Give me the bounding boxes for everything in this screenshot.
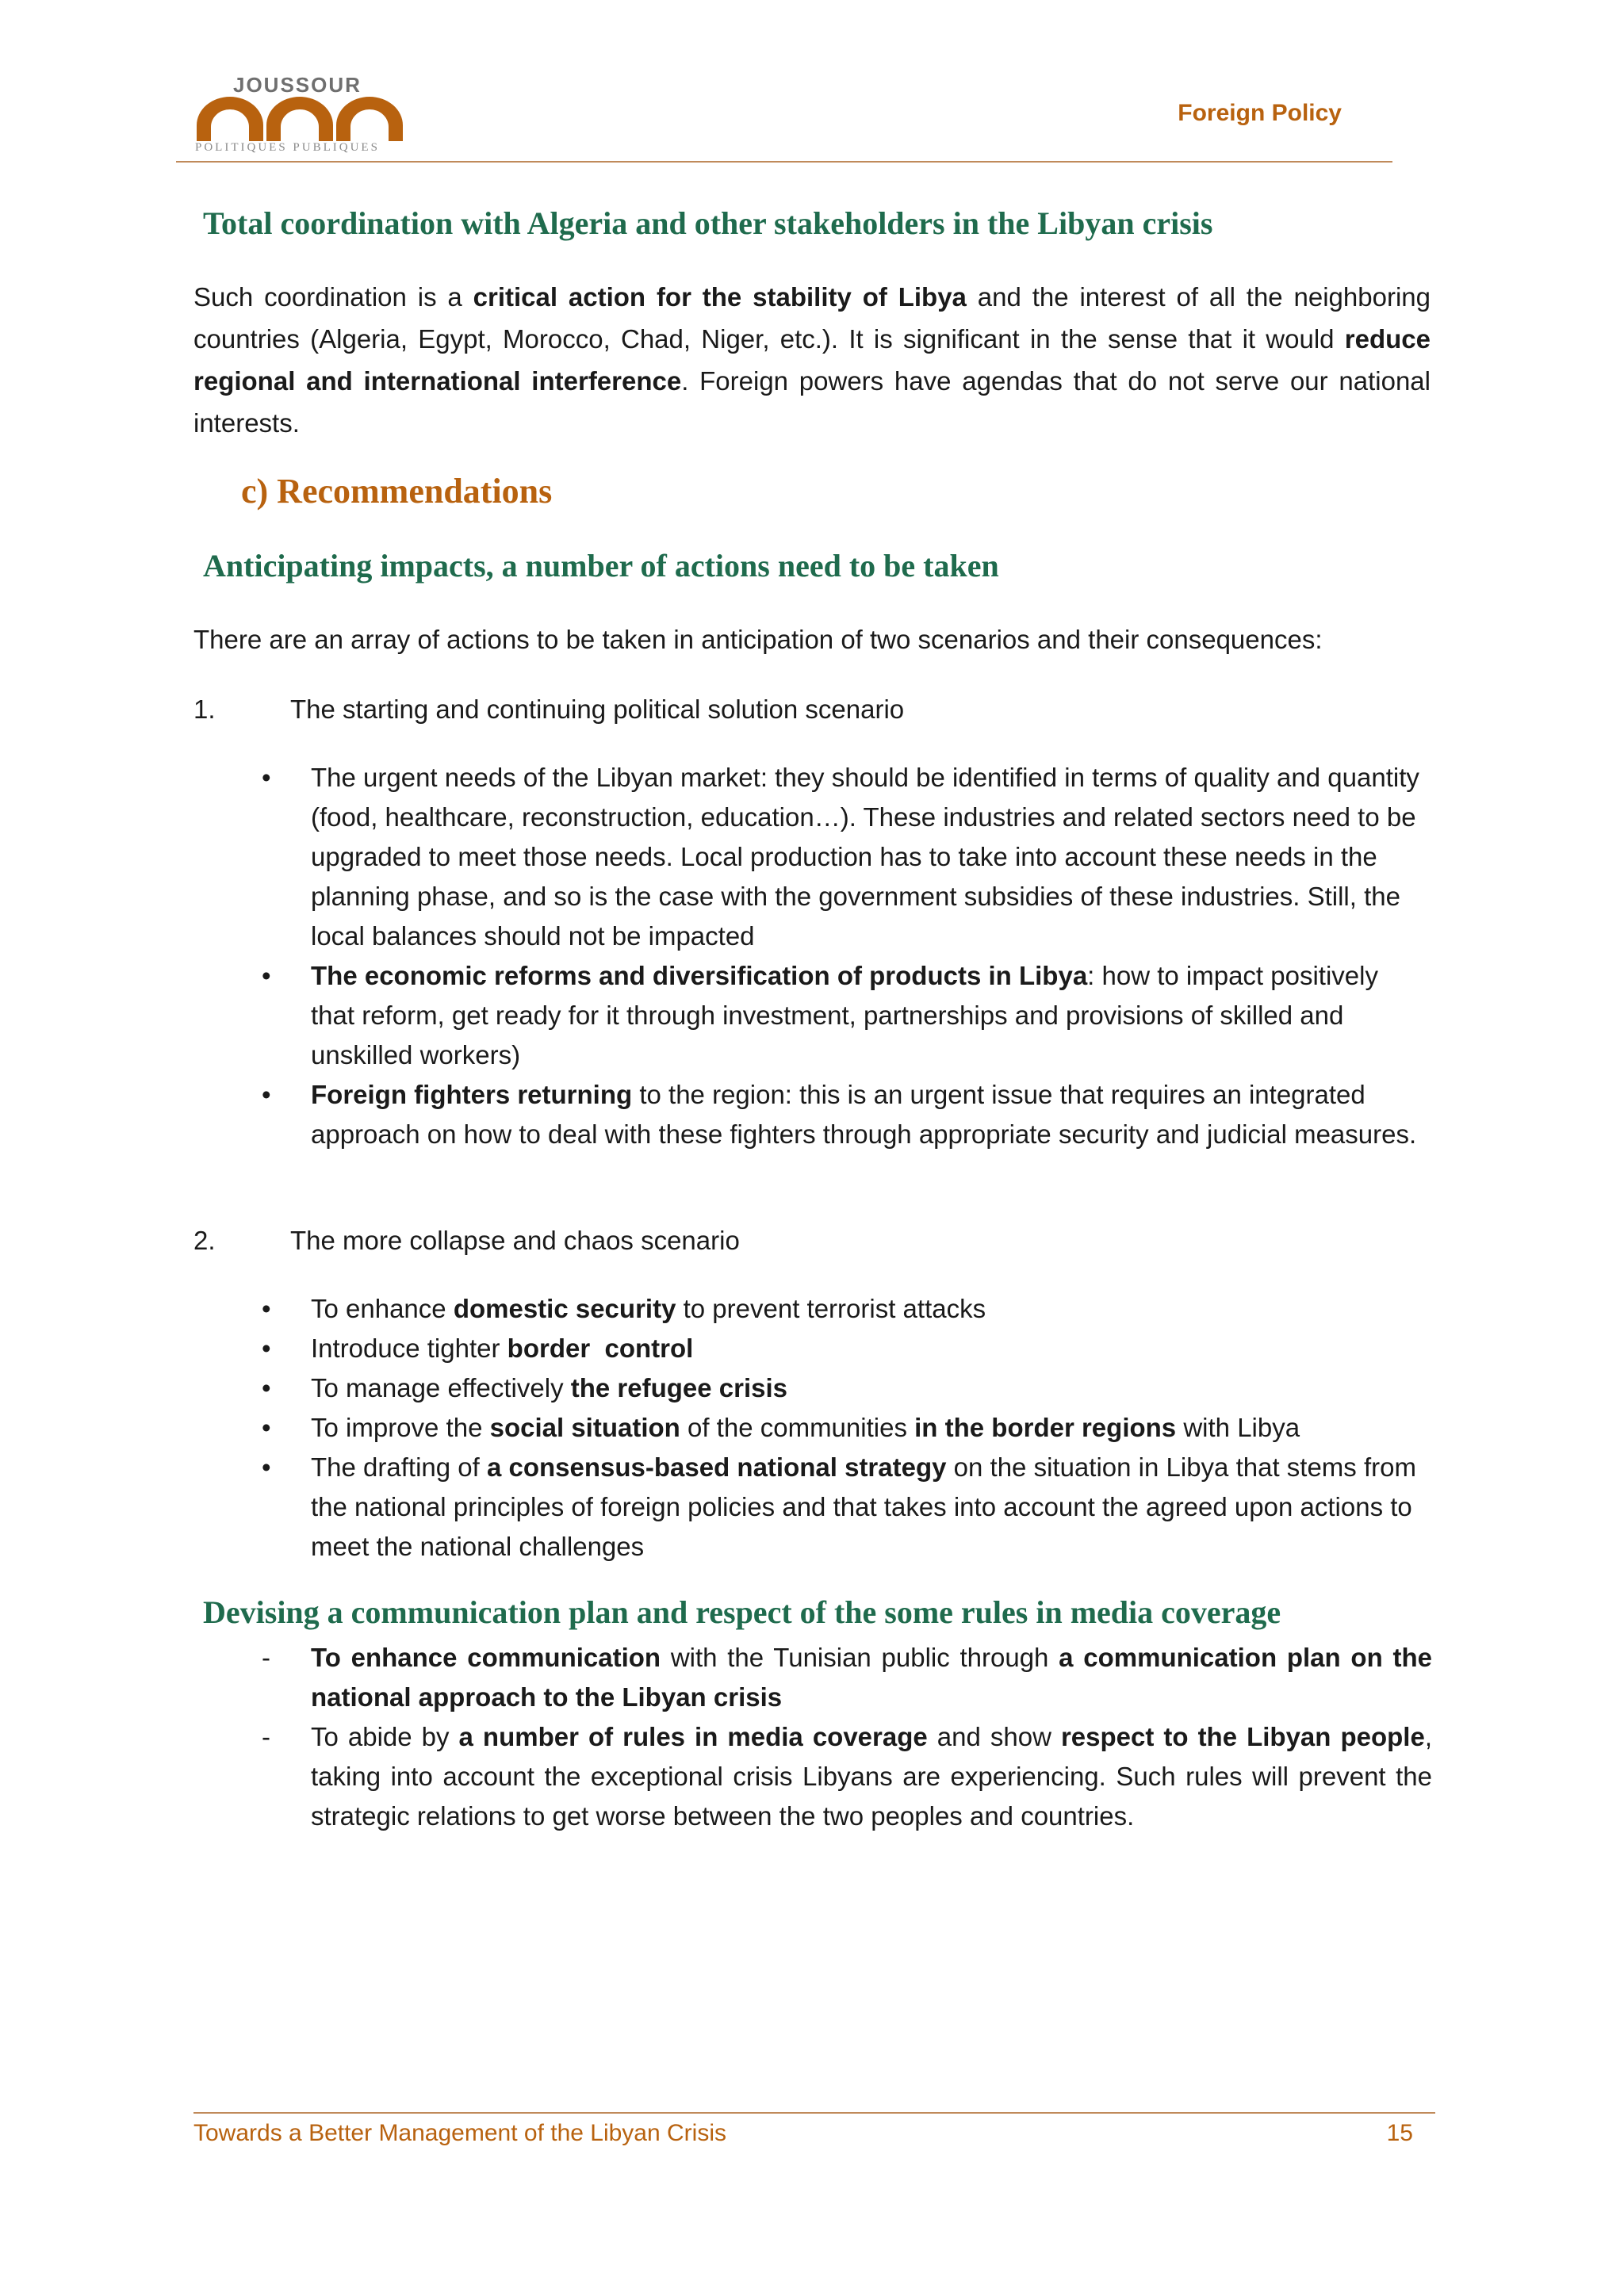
list-item: • To improve the social situation of the communities in the border regions with Libya	[262, 1413, 1300, 1442]
scenario-2-number: 2.	[193, 1226, 216, 1255]
list-item: - To abide by a number of rules in media coverage and show respect to the Libyan people, taking into account the exceptional crisis Libyans are experiencing. Such rules will prevent the strategic relations to get worse between the two peoples and countries.	[262, 1722, 1432, 1831]
scenario-2-bullets	[262, 1289, 1427, 1567]
section-label: Foreign Policy	[1178, 100, 1342, 126]
communication-items	[255, 1638, 1432, 1836]
scenario-2	[0, 1219, 1624, 1261]
footer-divider	[193, 2112, 1435, 2114]
scenario-1-number: 1.	[193, 695, 216, 724]
list-item: • The economic reforms and diversification of products in Libya: how to impact positively that reform, get ready for it through investment, partnerships and provisions of skilled and unskilled workers)	[262, 961, 1378, 1070]
scenario-1-bullets	[262, 758, 1427, 1154]
list-item: • Introduce tighter border control	[262, 1334, 694, 1363]
heading-recommendations: c) Recommendations	[241, 472, 553, 511]
heading-communication: Devising a communication plan and respect of the some rules in media coverage	[203, 1594, 1281, 1630]
list-item: • The urgent needs of the Libyan market: they should be identified in terms of quality and quantity (food, healthcare, reconstruction, education…). These industries and related sectors need to be upgraded to meet those needs. Local production has to take into account these needs in the planning phase, and so is the case with the government subsidies of these industries. Still, the local balances should not be impacted	[262, 763, 1419, 951]
logo-bottom-text: POLITIQUES PUBLIQUES	[195, 141, 380, 154]
heading-anticipating: Anticipating impacts, a number of actions need to be taken	[203, 548, 999, 584]
list-item: • Foreign fighters returning to the region: this is an urgent issue that requires an integrated approach on how to deal with these fighters through appropriate security and judicial measures.	[262, 1080, 1417, 1149]
scenario-1	[0, 688, 1624, 730]
paragraph-intro: There are an array of actions to be taken in anticipation of two scenarios and their consequences:	[193, 625, 1323, 654]
scenario-2-title: The more collapse and chaos scenario	[290, 1226, 740, 1255]
paragraph-coordination: Such coordination is a critical action for the stability of Libya and the interest of all the neighboring countries (Algeria, Egypt, Morocco, Chad, Niger, etc.). It is significant in the sense that it would reduce regional and international interference. Foreign powers have agendas that do not serve our national interests.	[193, 282, 1431, 438]
joussour-logo	[193, 73, 408, 160]
list-item: • To manage effectively the refugee crisis	[262, 1373, 788, 1402]
page-number: 15	[1386, 2120, 1413, 2146]
logo-arches-icon	[193, 94, 408, 143]
logo-top-text: JOUSSOUR	[233, 73, 362, 97]
header-divider	[176, 161, 1392, 163]
list-item: • The drafting of a consensus-based national strategy on the situation in Libya that stems from the national principles of foreign policies and that takes into account the agreed upon actions to meet the national challenges	[262, 1452, 1416, 1561]
footer-title: Towards a Better Management of the Libyan Crisis	[193, 2120, 726, 2146]
list-item: - To enhance communication with the Tunisian public through a communication plan on the national approach to the Libyan crisis	[262, 1643, 1432, 1712]
scenario-1-title: The starting and continuing political solution scenario	[290, 695, 905, 724]
heading-coordination: Total coordination with Algeria and other stakeholders in the Libyan crisis	[203, 205, 1213, 241]
list-item: • To enhance domestic security to prevent terrorist attacks	[262, 1294, 986, 1323]
